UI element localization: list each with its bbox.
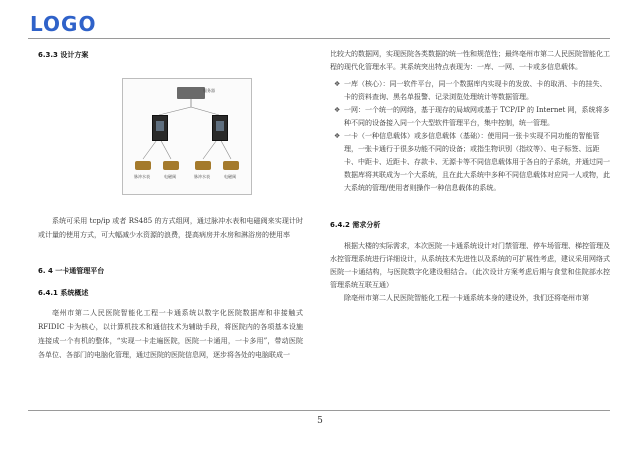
bullet-item: [330, 78, 610, 104]
water-meter-icon: [135, 161, 151, 170]
server-label: 服务器: [203, 88, 215, 93]
intro-paragraph: 比较大的数据网，实现医院各类数据的统一性和规范性；最终亳州市第二人民医院智能化工程的现代化管理水平。其系统突出特点表现为：一库、一网、一卡或多信息载体。: [330, 50, 610, 71]
requirements-paragraph-2: 除亳州市第二人民医院智能化工程一卡通系统本身的建设外，我们还将亳州市第: [344, 294, 589, 302]
controller-icon: [152, 115, 168, 141]
heading-6-3-3: 6.3.3 设计方案: [38, 51, 89, 59]
water-meter-icon: [195, 161, 211, 170]
heading-6-4: 6. 4 一卡通管理平台: [38, 267, 105, 275]
header-rule: [28, 38, 610, 39]
solenoid-valve-icon: [163, 161, 179, 170]
diamond-bullet-icon: ❖: [334, 80, 341, 88]
logo: LOGO: [30, 12, 97, 36]
overview-paragraph: 亳州市第二人民医院智能化工程一卡通系统以数字化医院数据库和非接触式 RFIDIC 卡为核心，以计算机技术和通信技术为辅助手段，将医院内的各项基本设施连接成一个有机的整体，“实现一卡走遍医院，医院一卡通用，一卡多用”，带动医院各单位、各部门的电脑化管理，通过医院的医院信息网，逐步将各处的电脑联成一: [38, 309, 303, 359]
bullet-text: 一库（核心）：同一软件平台，同一个数据库内实现卡的发放、卡的取消、卡的挂失、卡的资料查询、黑名单报警、记录浏览处理统计等数据管理。: [344, 80, 607, 101]
device-label: 脉冲水表: [134, 174, 150, 179]
footer-rule: [28, 410, 610, 411]
solenoid-valve-icon: [223, 161, 239, 170]
network-diagram: [122, 78, 252, 195]
heading-6-4-1: 6.4.1 系统概述: [38, 289, 89, 297]
server-icon: [177, 87, 205, 99]
device-label: 电磁阀: [164, 174, 176, 179]
diamond-bullet-icon: ❖: [334, 132, 341, 140]
right-column: [330, 48, 610, 305]
heading-6-4-2: 6.4.2 需求分析: [330, 221, 381, 229]
device-label: 电磁阀: [224, 174, 236, 179]
left-column: [38, 48, 303, 62]
controller-icon: [212, 115, 228, 141]
requirements-paragraph: 根据大楼的实际需求，本次医院一卡通系统设计对门禁管理、停车场管理、梯控管理及水控管理系统进行详细设计，从系统技术先进性以及系统的可扩展性考虑，建议采用网络式医院一卡通结构，与医院数字化建设相结合。（此次设计方案考虑后期与食堂和住院部水控管理系统互联互通）: [330, 242, 610, 289]
page-number: 5: [317, 416, 323, 426]
device-label: 脉冲水表: [194, 174, 210, 179]
diamond-bullet-icon: ❖: [334, 106, 341, 114]
bullet-text: 一卡（一种信息载体）或多信息载体（基础）：使用同一张卡实现不同功能的智能管理，一张卡通行于很多功能不同的设备；或指生物识别（指纹等）、电子标签、远距卡、中距卡、近距卡、存款卡、无源卡等不同信息载体用于各自的子系统，并通过同一数据库将其联成为一个大系统，且在此大系统中多种不同信息载体对应同一人或物，此大系统的管理/使用者则操作一种信息载体的系统。: [344, 132, 610, 192]
bullet-text: 一网：一个统一的网络，基于现存的局域网或基于 TCP/IP 的 Internet 网，系统将多种不同的设备接入同一个大型软件管理平台，集中控制，统一管理。: [344, 106, 610, 127]
left-column-body: [38, 214, 303, 362]
bullet-item: [330, 130, 610, 195]
bullet-item: [330, 104, 610, 130]
design-paragraph: 系统可采用 tcp/ip 或者 RS485 的方式组网，通过脉冲水表和电磁阀来实现计时或计量的使用方式，可大幅减少水资源的浪费，提高病房并水房和淋浴房的使用率: [38, 217, 303, 239]
